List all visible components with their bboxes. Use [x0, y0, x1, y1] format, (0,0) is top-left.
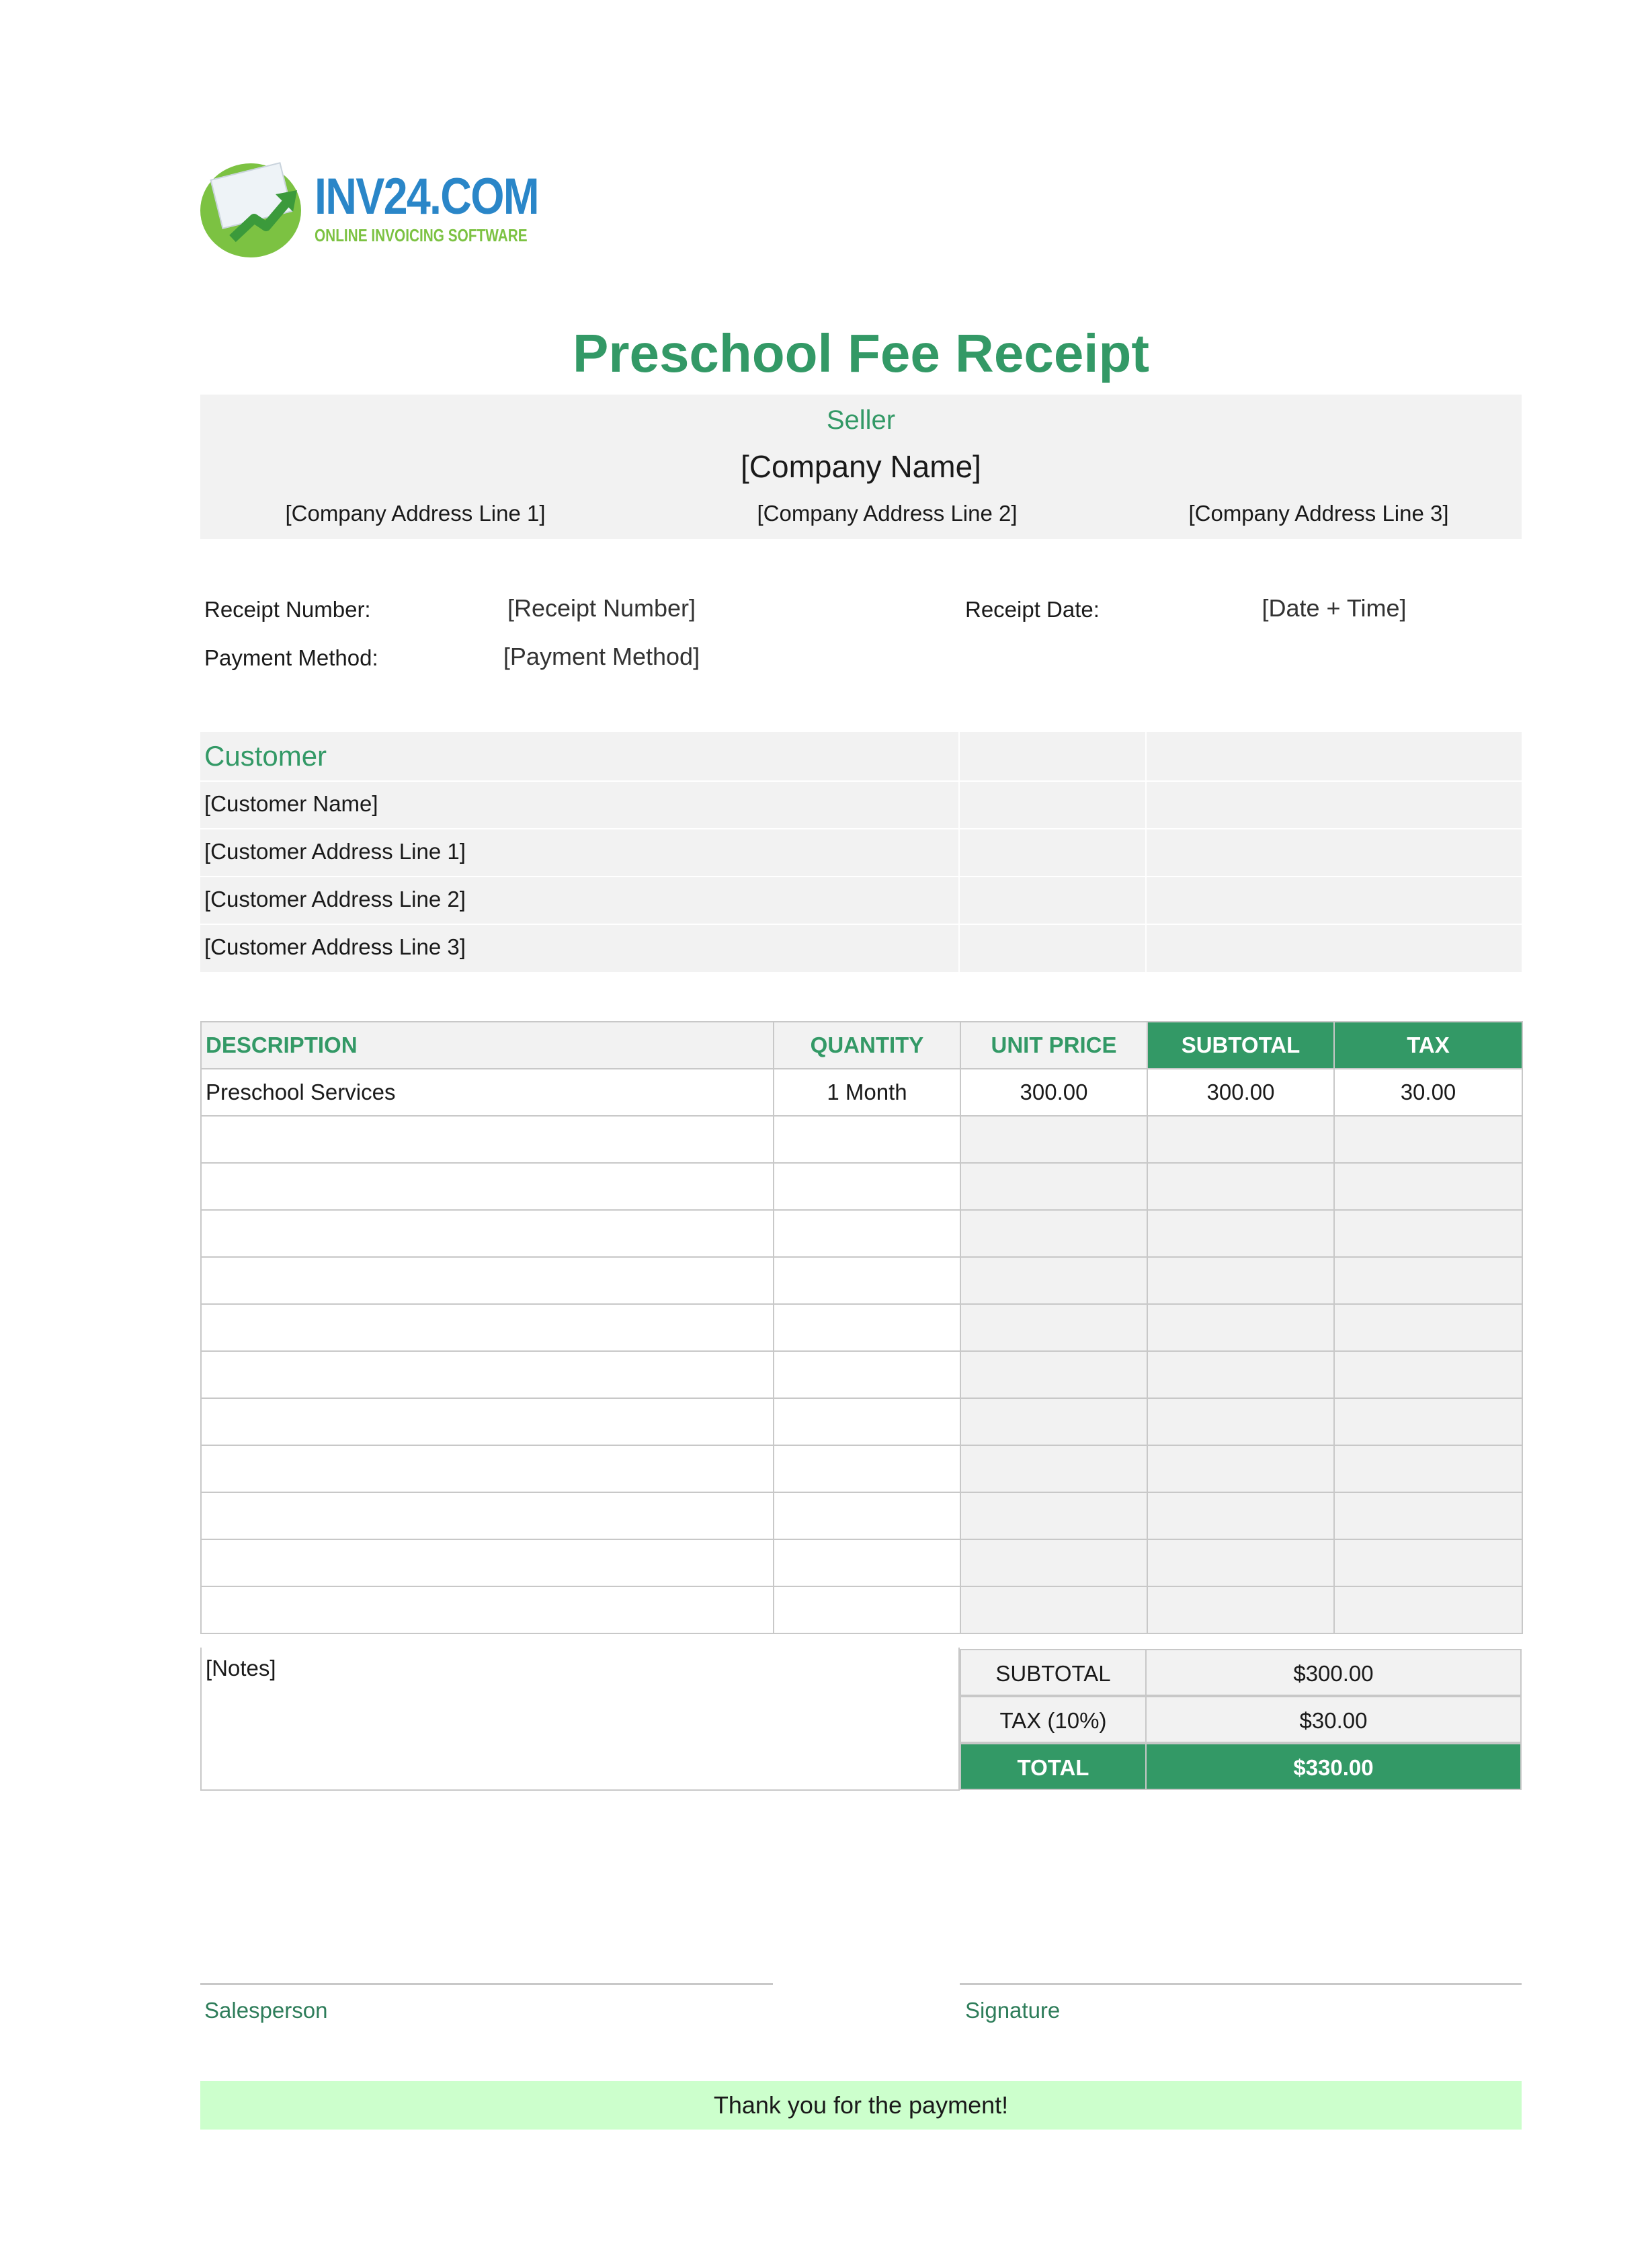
header-tax: TAX	[1334, 1022, 1522, 1069]
item-description: Preschool Services	[201, 1069, 774, 1116]
signature-label: Signature	[965, 1998, 1061, 2023]
table-row	[201, 1586, 1522, 1633]
table-row	[201, 1304, 1522, 1351]
company-logo	[200, 158, 538, 259]
table-row	[201, 1492, 1522, 1539]
salesperson-line	[200, 1983, 773, 1985]
payment-method-value: [Payment Method]	[503, 643, 700, 670]
notes-field: [Notes]	[200, 1648, 960, 1791]
receipt-number-value: [Receipt Number]	[507, 594, 696, 622]
payment-method-label: Payment Method:	[204, 645, 378, 670]
logo-tagline: ONLINE INVOICING SOFTWARE	[315, 225, 528, 245]
subtotal-label: SUBTOTAL	[960, 1649, 1147, 1696]
item-tax: 30.00	[1334, 1069, 1522, 1116]
table-row	[201, 1116, 1522, 1163]
header-quantity: QUANTITY	[774, 1022, 960, 1069]
receipt-number-label: Receipt Number:	[204, 597, 371, 622]
customer-address-line-3: [Customer Address Line 3]	[204, 934, 466, 959]
items-table	[200, 1021, 1523, 1634]
company-address-line-1: [Company Address Line 1]	[285, 501, 546, 526]
table-row	[201, 1163, 1522, 1210]
logo-arrow-icon	[227, 185, 301, 245]
table-row	[201, 1539, 1522, 1586]
table-row	[201, 1398, 1522, 1445]
thank-you-banner: Thank you for the payment!	[200, 2081, 1522, 2130]
table-row	[201, 1069, 1522, 1116]
total-value: $330.00	[1145, 1743, 1522, 1790]
page-title: Preschool Fee Receipt	[572, 323, 1150, 383]
item-unit-price: 300.00	[960, 1069, 1147, 1116]
header-unit-price: UNIT PRICE	[960, 1022, 1147, 1069]
table-row	[201, 1445, 1522, 1492]
salesperson-label: Salesperson	[204, 1998, 328, 2023]
table-row	[201, 1257, 1522, 1304]
customer-block	[200, 732, 1522, 972]
customer-address-line-1: [Customer Address Line 1]	[204, 839, 466, 864]
table-header-row	[201, 1022, 1522, 1069]
subtotal-value: $300.00	[1145, 1649, 1522, 1696]
header-subtotal: SUBTOTAL	[1147, 1022, 1334, 1069]
company-address-line-2: [Company Address Line 2]	[757, 501, 1018, 526]
tax-label: TAX (10%)	[960, 1696, 1147, 1743]
header-description: DESCRIPTION	[201, 1022, 774, 1069]
customer-label: Customer	[204, 740, 327, 772]
tax-value: $30.00	[1145, 1696, 1522, 1743]
company-address-line-3: [Company Address Line 3]	[1188, 501, 1449, 526]
total-label: TOTAL	[960, 1743, 1147, 1790]
seller-block	[200, 395, 1522, 539]
customer-name: [Customer Name]	[204, 791, 378, 816]
receipt-date-value: [Date + Time]	[1262, 594, 1407, 622]
table-row	[201, 1210, 1522, 1257]
customer-address-line-2: [Customer Address Line 2]	[204, 887, 466, 912]
table-row	[201, 1351, 1522, 1398]
signature-line	[960, 1983, 1522, 1985]
receipt-date-label: Receipt Date:	[965, 597, 1100, 622]
seller-label: Seller	[826, 405, 896, 435]
item-quantity: 1 Month	[774, 1069, 960, 1116]
company-name: [Company Name]	[741, 449, 981, 484]
logo-brand: INV24.COM	[315, 168, 538, 225]
item-subtotal: 300.00	[1147, 1069, 1334, 1116]
